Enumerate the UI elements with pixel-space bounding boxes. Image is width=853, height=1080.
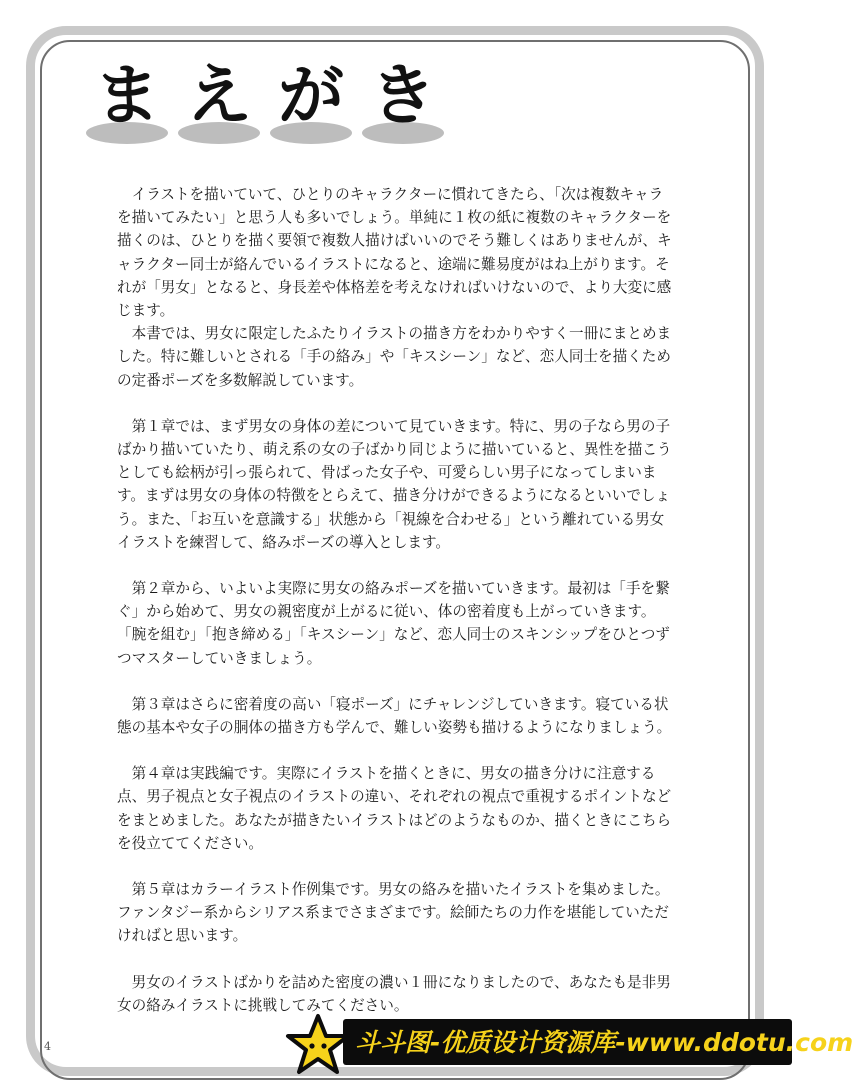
watermark-banner (283, 1013, 853, 1071)
paragraph-chapter-3: 第３章はさらに密着度の高い「寝ポーズ」にチャレンジしていきます。寝ている状態の基本や女子の胴体の描き方も学んで、難しい姿勢も描けるようになりましょう。 (117, 695, 672, 737)
paragraph-book-overview: 本書では、男女に限定したふたりイラストの描き方をわかりやすく一冊にまとめました。特に難しいとされる「手の絡み」や「キスシーン」など、恋人同士を描くための定番ポーズを多数解説しています。 (117, 325, 672, 389)
title-char-2: え (186, 57, 252, 134)
star-icon (285, 1013, 351, 1075)
watermark-text: 斗斗图-优质设计资源库-www.ddotu.com (355, 1028, 853, 1057)
paragraph-chapter-5: 第５章はカラーイラスト作例集です。男女の絡みを描いたイラストを集めました。ファンタジー系からシリアス系までさまざまです。絵師たちの力作を堪能していただければと思います。 (117, 881, 670, 945)
paragraph-chapter-1: 第１章では、まず男女の身体の差について見ていきます。特に、男の子なら男の子ばかり描いていたり、萌え系の女の子ばかり同じように描いていると、異性を描こうとしても絵柄が引っ張られて、骨ばった女子や、可愛らしい男子になってしまいます。まずは男女の身体の特徴をとらえて、描き分けができるようになるといいでしょう。また、「お互いを意識する」状態から「視線を合わせる」という離れている男女イラストを練習して、絡みポーズの導入とします。 (117, 417, 672, 551)
title-char-3: が (278, 57, 344, 134)
preface-body (117, 183, 675, 1017)
paragraph-intro: イラストを描いていて、ひとりのキャラクターに慣れてきたら、「次は複数キャラを描いてみたい」と思う人も多いでしょう。単純に１枚の紙に複数のキャラクターを描くのは、ひとりを描く要領で複数人描けばいいのでそう難しくはありませんが、キャラクター同士が絡んでいるイラストになると、途端に難易度がはね上がります。それが「男女」となると、身長差や体格差を考えなければいけないので、より大変に感じます。 (117, 186, 672, 320)
page-number: 4 (44, 1040, 51, 1053)
title-char-1: ま (94, 57, 160, 134)
paragraph-closing: 男女のイラストばかりを詰めた密度の濃い１冊になりましたので、あなたも是非男女の絡みイラストに挑戦してみてください。 (117, 973, 671, 1014)
page-title (82, 56, 462, 152)
title-char-4: き (370, 57, 436, 134)
paragraph-chapter-2: 第２章から、いよいよ実際に男女の絡みポーズを描いていきます。最初は「手を繋ぐ」から始めて、男女の親密度が上がるに従い、体の密着度も上がっていきます。「腕を組む」「抱き締める」「キスシーン」など、恋人同士のスキンシップをひとつずつマスターしていきましょう。 (117, 580, 670, 667)
paragraph-chapter-4: 第４章は実践編です。実際にイラストを描くときに、男女の描き分けに注意する点、男子視点と女子視点のイラストの違い、それぞれの視点で重視するポイントなどをまとめました。あなたが描きたいイラストはどのようなものか、描くときにこちらを役立ててください。 (117, 765, 672, 852)
